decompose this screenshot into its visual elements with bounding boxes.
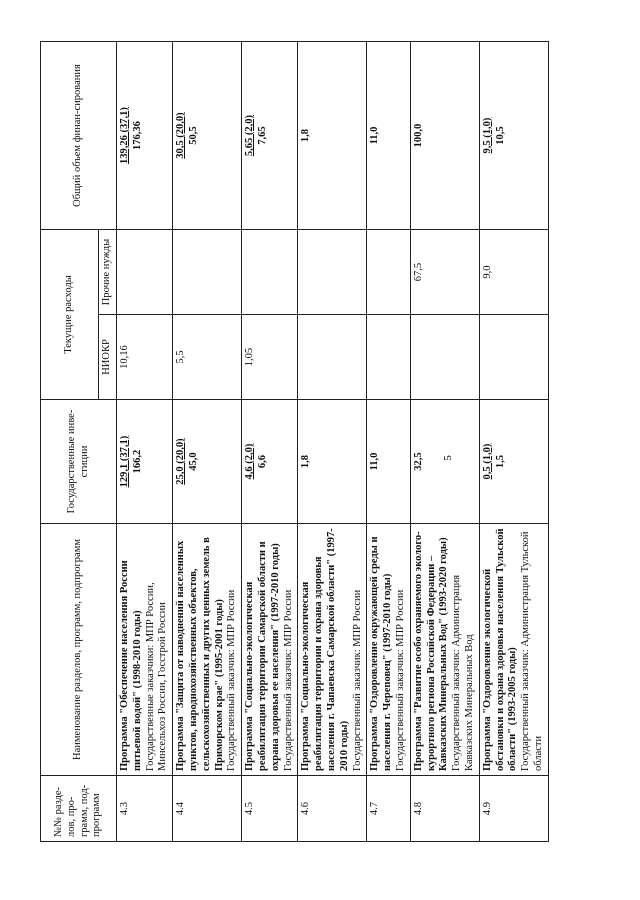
total-value-b: 10,5 [494,126,506,145]
total-cell [117,42,173,230]
invest-value-b: 32,5 [412,452,424,471]
row-number: 4.7 [367,776,410,842]
total-cell [242,42,298,230]
header-other: Прочие нужды [99,230,117,315]
program-title: Программа "Социально-экологическая реабилитация территории и охрана здоровья населения г. Чапаевска Самарской области" (1997-2010 годы) [300,528,350,771]
other-cell [173,230,242,315]
invest-value-b: 6,6 [256,454,268,469]
invest-value-b: 166,2 [131,449,143,474]
program-customer: Государственный заказчик: МПР России [282,589,294,771]
row-number: 4.9 [479,776,548,842]
total-value-b: 1,8 [300,128,312,143]
header-name: Наименование разделов, программ, подпрограмм [41,524,117,776]
program-customer: Государственный заказчик: МПР России [394,589,406,771]
niokr-cell [479,315,548,400]
table-row [242,42,298,842]
rotated-page [40,42,610,842]
table-row [173,42,242,842]
row-name-cell [117,524,173,776]
table-row [298,42,367,842]
table-row [117,42,173,842]
niokr-cell [410,315,479,400]
program-customer: Государственный заказчик: Администрация Тульской области [520,531,544,771]
program-customer: Государственные заказчики: МПР России, Минсельхоз России, Госстрой России [144,582,169,771]
invest-value-a: 129,1 (37,1) [119,435,130,488]
program-customer: Государственный заказчик: МПР России [226,589,238,771]
row-number: 4.3 [117,776,173,842]
row-number: 4.4 [173,776,242,842]
program-customer: Государственный заказчик: Администрация Кавказских Минеральных Вод [451,574,475,771]
other-cell [242,230,298,315]
other-cell [367,230,410,315]
niokr-cell [367,315,410,400]
niokr-cell: 5,5 [173,315,242,400]
invest-value-b: 11,0 [369,452,381,471]
program-title: Программа "Защита от наводнений населенных пунктов, народнохозяйственных объектов, сельскохозяйственных и других ценных земель в Приморском крае" (1995-2001 годы) [175,537,225,771]
program-title: Программа "Развитие особо охраняемого эколого-курортного региона Российской Федерации – Кавказских Минеральных Вод" (1993-2020 годы) [412,531,450,771]
total-value-a: 9,5 (1,0) [481,117,493,154]
row-number: 4.6 [298,776,367,842]
invest-cell [479,400,548,524]
invest-value-a: 25,0 (20,0) [175,438,187,485]
program-title: Программа "Обеспечение населения России питьевой водой" (1998-2010 годы) [119,560,143,771]
other-cell [117,230,173,315]
row-name-cell [410,524,479,776]
table-row [479,42,548,842]
program-customer: Государственный заказчик: МПР России [351,589,363,771]
invest-value-a: 4,6 (2,0) [244,443,256,480]
invest-value-b: 1,8 [300,454,312,469]
page-number: 5 [441,455,454,461]
program-title: Программа "Социально-экологическая реабилитация территории Самарской области и охрана здоровья ее населения" (1997-2010 годы) [244,541,281,771]
total-cell [410,42,479,230]
total-value-b: 100,0 [412,123,424,148]
invest-cell [298,400,367,524]
invest-value-a: 0,5 (1,0) [481,443,493,480]
row-name-cell [367,524,410,776]
table-row [410,42,479,842]
total-value-b: 50,5 [187,126,199,145]
total-cell [173,42,242,230]
program-title: Программа "Оздоровление окружающей среды и населения г. Череповец" (1997-2010 годы) [369,536,394,771]
total-value-a: 139,26 (37,1) [119,107,130,164]
header-current: Текущие расходы [41,230,99,400]
niokr-cell: 1,05 [242,315,298,400]
total-value-a: 5,65 (2,0) [244,114,256,157]
invest-cell [117,400,173,524]
header-total: Общий объем финан-сирования [41,42,117,230]
invest-value-b: 45,0 [187,452,199,471]
row-name-cell [242,524,298,776]
other-cell: 67,5 [410,230,479,315]
total-value-a: 30,5 (20,0) [175,112,187,159]
header-niokr: НИОКР [99,315,117,400]
niokr-cell: 10,16 [117,315,173,400]
row-number: 4.5 [242,776,298,842]
total-value-b: 7,65 [256,126,268,145]
invest-cell [367,400,410,524]
total-value-b: 11,0 [369,126,381,145]
header-num: №№ разде-лов, про-грамм, под-программ [41,776,117,842]
invest-cell [242,400,298,524]
other-cell [298,230,367,315]
program-title: Программа "Оздоровление экологической обстановки и охрана здоровья населения Тульской области" (1993-2005 годы) [481,528,519,771]
invest-cell [410,400,479,524]
total-value-b: 176,36 [131,121,143,150]
total-cell [298,42,367,230]
row-name-cell [298,524,367,776]
header-invest: Государственные инве-стиции [41,400,117,524]
niokr-cell [298,315,367,400]
total-cell [367,42,410,230]
other-cell: 9,0 [479,230,548,315]
row-name-cell [479,524,548,776]
invest-cell [173,400,242,524]
row-number: 4.8 [410,776,479,842]
table-row [367,42,410,842]
financing-table [40,41,549,842]
row-name-cell [173,524,242,776]
invest-value-b: 1,5 [494,454,506,469]
total-cell [479,42,548,230]
